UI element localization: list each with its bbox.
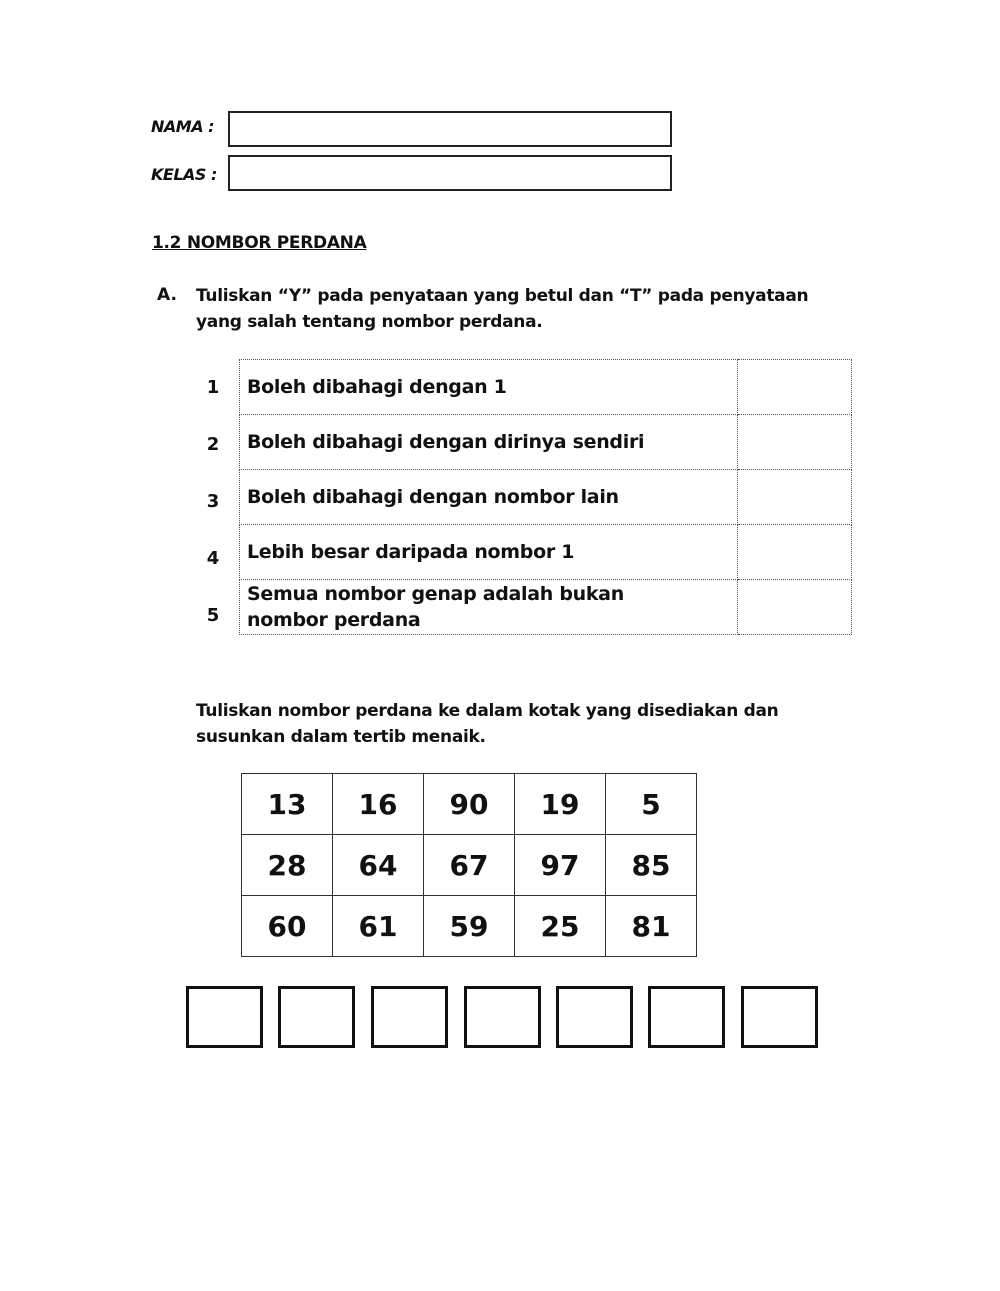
grid-number[interactable]: 64 xyxy=(333,835,424,896)
answer-cell[interactable] xyxy=(738,470,852,525)
grid-number[interactable]: 85 xyxy=(606,835,697,896)
statement-cell: Boleh dibahagi dengan dirinya sendiri xyxy=(240,415,738,470)
grid-number[interactable]: 25 xyxy=(515,896,606,957)
grid-number[interactable]: 19 xyxy=(515,774,606,835)
row-number: 4 xyxy=(206,548,220,569)
grid-number[interactable]: 13 xyxy=(242,774,333,835)
row-number: 2 xyxy=(206,434,220,455)
grid-number[interactable]: 16 xyxy=(333,774,424,835)
row-number: 5 xyxy=(206,605,220,626)
grid-number[interactable]: 59 xyxy=(424,896,515,957)
table-row xyxy=(240,580,852,635)
statement-cell: Boleh dibahagi dengan nombor lain xyxy=(240,470,738,525)
grid-number[interactable]: 97 xyxy=(515,835,606,896)
part-a-letter: A. xyxy=(157,285,177,305)
part-a-instruction-line2: yang salah tentang nombor perdana. xyxy=(196,312,543,332)
answer-box[interactable] xyxy=(741,986,818,1048)
table-row xyxy=(240,525,852,580)
class-label: KELAS : xyxy=(151,165,217,184)
answer-cell[interactable] xyxy=(738,360,852,415)
statement-cell: Lebih besar daripada nombor 1 xyxy=(240,525,738,580)
grid-number[interactable]: 81 xyxy=(606,896,697,957)
statement-cell: Boleh dibahagi dengan 1 xyxy=(240,360,738,415)
name-label: NAMA : xyxy=(151,117,215,136)
answer-cell[interactable] xyxy=(738,415,852,470)
part-b-instruction-line1: Tuliskan nombor perdana ke dalam kotak yang disediakan dan xyxy=(196,701,779,721)
grid-number[interactable]: 28 xyxy=(242,835,333,896)
row-number: 3 xyxy=(206,491,220,512)
answer-box[interactable] xyxy=(464,986,541,1048)
table-row xyxy=(240,360,852,415)
answer-box[interactable] xyxy=(648,986,725,1048)
statement-cell: Semua nombor genap adalah bukan nombor perdana xyxy=(240,580,738,635)
part-a-instruction-line1: Tuliskan “Y” pada penyataan yang betul dan “T” pada penyataan xyxy=(196,286,809,306)
answer-box[interactable] xyxy=(371,986,448,1048)
table-row xyxy=(240,415,852,470)
true-false-table xyxy=(239,359,852,635)
part-b-instruction-line2: susunkan dalam tertib menaik. xyxy=(196,727,486,747)
grid-row xyxy=(242,896,697,957)
number-grid xyxy=(241,773,697,957)
grid-row xyxy=(242,774,697,835)
grid-number[interactable]: 90 xyxy=(424,774,515,835)
grid-number[interactable]: 60 xyxy=(242,896,333,957)
grid-number[interactable]: 67 xyxy=(424,835,515,896)
row-number: 1 xyxy=(206,377,220,398)
answer-cell[interactable] xyxy=(738,525,852,580)
answer-cell[interactable] xyxy=(738,580,852,635)
class-field[interactable] xyxy=(228,155,672,191)
answer-box[interactable] xyxy=(556,986,633,1048)
table-row xyxy=(240,470,852,525)
name-field[interactable] xyxy=(228,111,672,147)
grid-number[interactable]: 61 xyxy=(333,896,424,957)
answer-box[interactable] xyxy=(278,986,355,1048)
section-title: 1.2 NOMBOR PERDANA xyxy=(152,233,367,253)
grid-number[interactable]: 5 xyxy=(606,774,697,835)
grid-row xyxy=(242,835,697,896)
answer-box[interactable] xyxy=(186,986,263,1048)
